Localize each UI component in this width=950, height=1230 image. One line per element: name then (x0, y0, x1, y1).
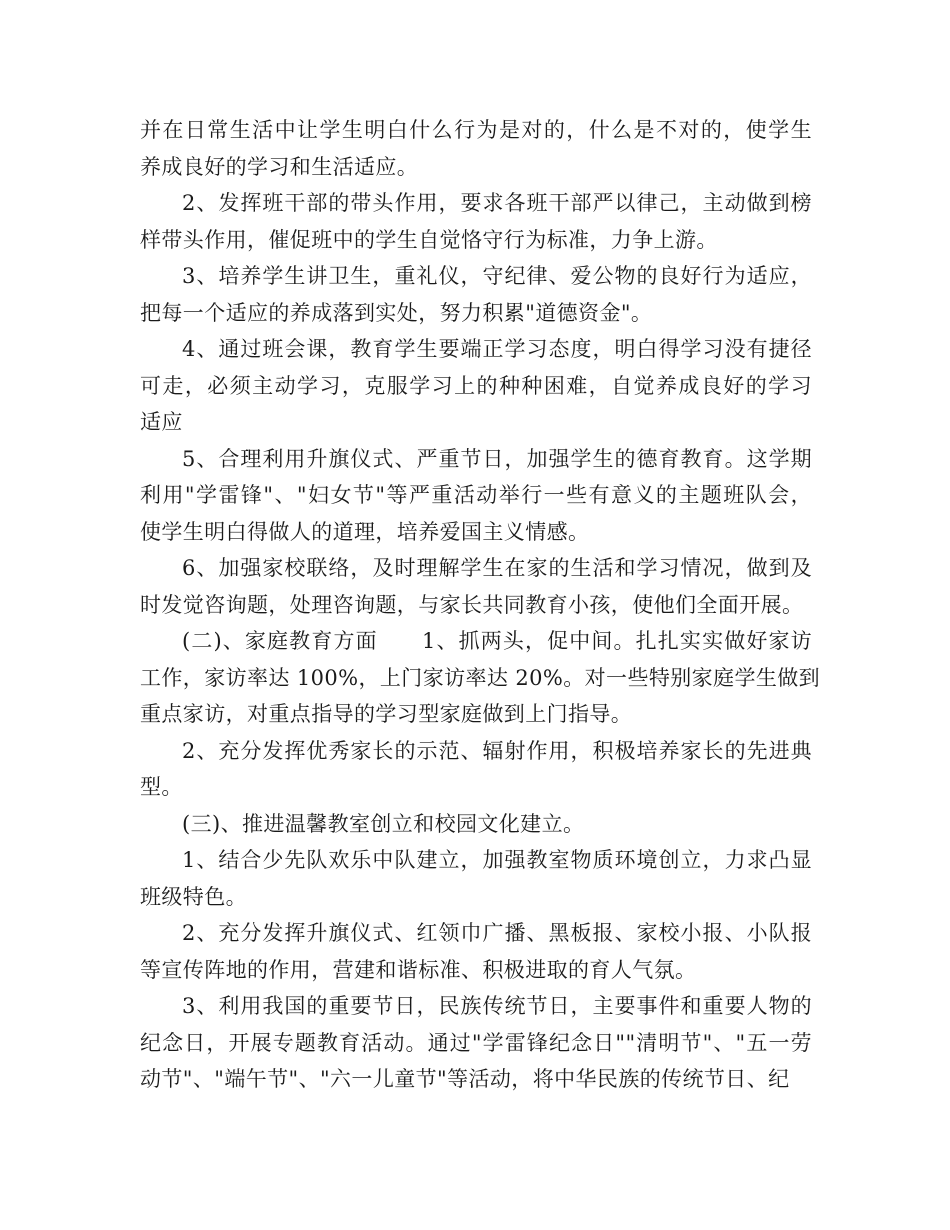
text-line: 3、利用我国的重要节日，民族传统节日，主要事件和重要人物的 (182, 994, 812, 1018)
text-line: 时发觉咨询题，处理咨询题，与家长共同教育小孩，使他们全面开展。 (140, 592, 804, 617)
paragraph (140, 185, 812, 258)
text-line: 使学生明白得做人的道理，培养爱国主义情感。 (140, 519, 590, 544)
text-line: (三)、推进温馨教室创立和校园文化建立。 (182, 811, 585, 836)
text-line: 样带头作用，催促班中的学生自觉恪守行为标准，力争上游。 (140, 227, 718, 252)
text-line: 动节"、"端午节"、"六一儿童节"等活动，将中华民族的传统节日、纪 (140, 1067, 790, 1091)
paragraph (140, 842, 812, 915)
text-line: 5、合理利用升旗仪式、严重节日，加强学生的德育教育。这学期 (182, 446, 812, 471)
text-line: 等宣传阵地的作用，营建和谐标准、积极进取的育人气氛。 (140, 957, 697, 982)
text-line: 6、加强家校联络，及时理解学生在家的生活和学习情况，做到及 (182, 556, 812, 580)
text-line: 2、充分发挥优秀家长的示范、辐射作用，积极培养家长的先进典 (182, 738, 812, 763)
paragraph (140, 441, 812, 551)
paragraph (140, 331, 812, 441)
text-line: 养成良好的学习和生活适应。 (140, 154, 419, 179)
paragraph (140, 112, 812, 185)
text-line: (二)、家庭教育方面 1、抓两头，促中间。扎扎实实做好家访 (182, 629, 812, 653)
paragraph (140, 806, 812, 843)
paragraph (140, 550, 812, 623)
text-line: 班级特色。 (140, 884, 247, 909)
document-body (140, 112, 821, 1098)
text-line: 可走，必须主动学习，克服学习上的种种困难，自觉养成良好的学习 (140, 373, 812, 398)
text-line: 2、发挥班干部的带头作用，要求各班干部严以律己，主动做到榜 (182, 191, 812, 215)
text-line: 工作，家访率达 100%，上门家访率达 20%。对一些特别家庭学生做到 (140, 665, 821, 690)
text-line: 1、结合少先队欢乐中队建立，加强教室物质环境创立，力求凸显 (182, 848, 812, 872)
paragraph (140, 988, 812, 1098)
text-line: 2、充分发挥升旗仪式、红领巾广播、黑板报、家校小报、小队报 (182, 921, 812, 945)
paragraph (140, 623, 821, 733)
text-line: 把每一个适应的养成落到实处，努力积累"道德资金"。 (140, 300, 653, 325)
paragraph (140, 733, 812, 806)
text-line: 利用"学雷锋"、"妇女节"等严重活动举行一些有意义的主题班队会， (140, 483, 812, 507)
text-line: 型。 (140, 775, 183, 799)
document-page (140, 112, 821, 1098)
paragraph (140, 258, 812, 331)
text-line: 3、培养学生讲卫生，重礼仪，守纪律、爱公物的良好行为适应， (182, 264, 812, 288)
text-line: 4、通过班会课，教育学生要端正学习态度，明白得学习没有捷径 (182, 337, 812, 361)
text-line: 适应 (140, 410, 183, 434)
text-line: 并在日常生活中让学生明白什么行为是对的，什么是不对的，使学生 (140, 118, 812, 142)
text-line: 重点家访，对重点指导的学习型家庭做到上门指导。 (140, 702, 633, 726)
text-line: 纪念日，开展专题教育活动。通过"学雷锋纪念日""清明节"、"五一劳 (140, 1030, 812, 1055)
paragraph (140, 915, 812, 988)
